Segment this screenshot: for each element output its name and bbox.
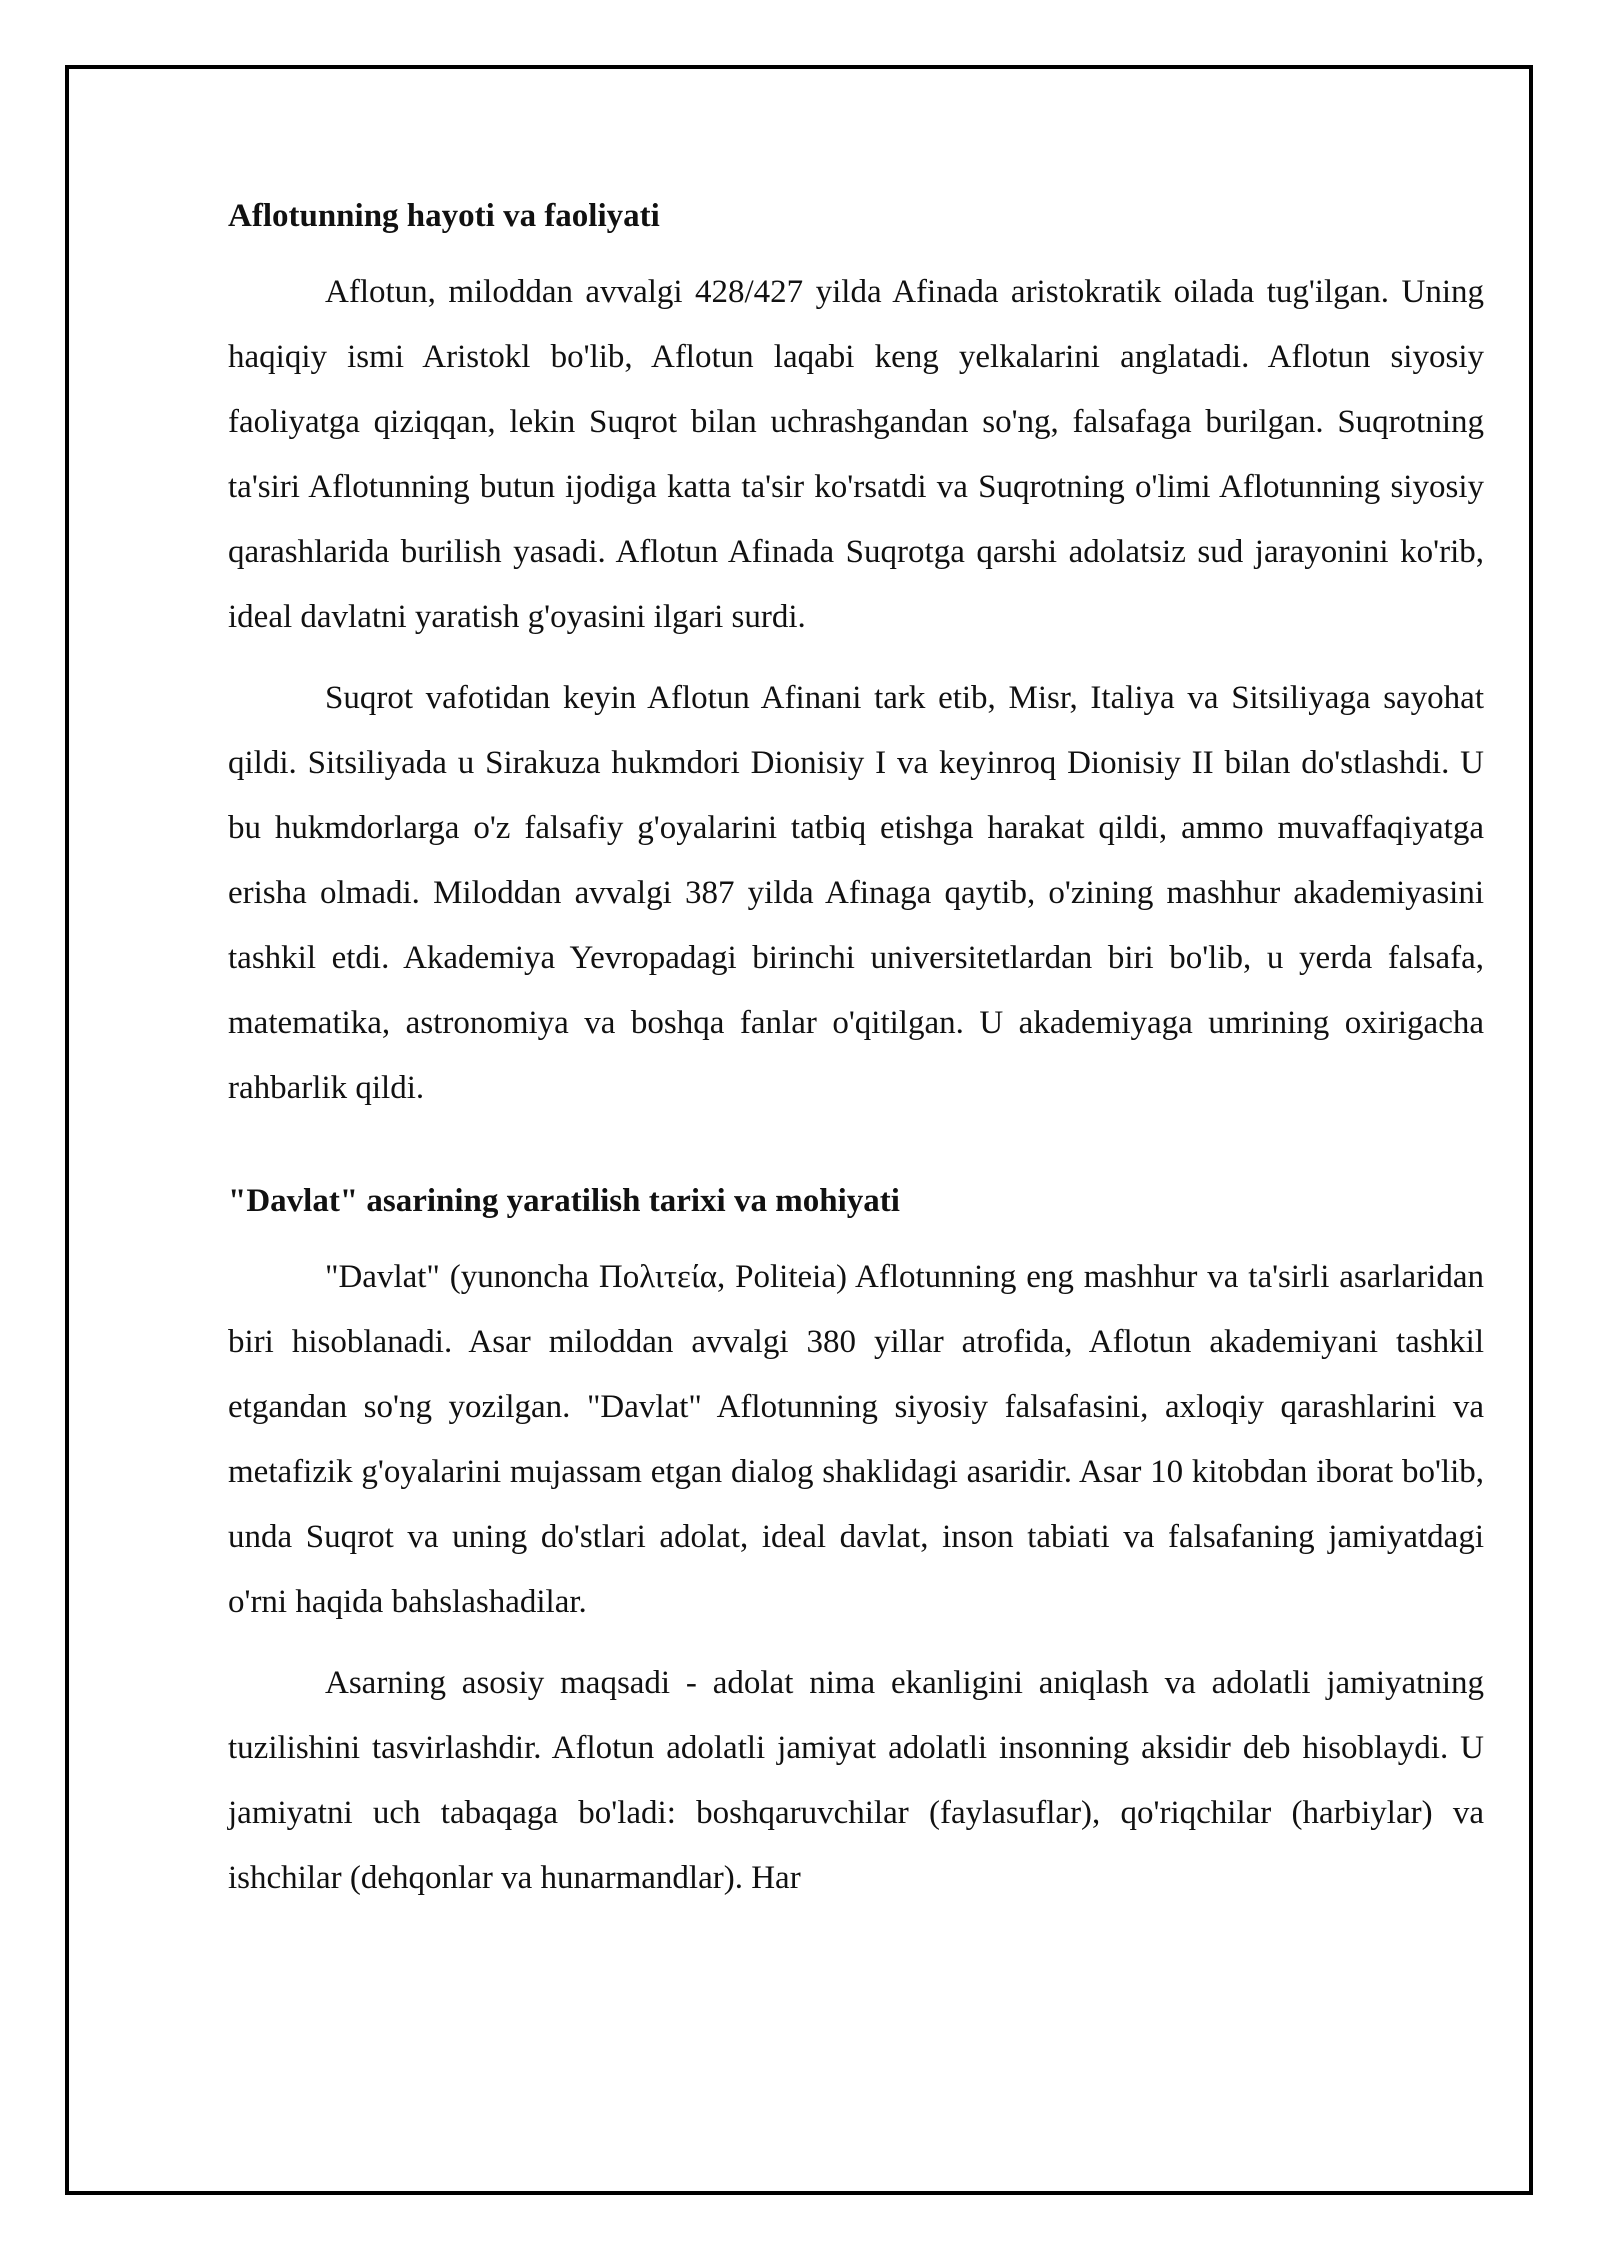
paragraph-republic-1: "Davlat" (yunoncha Πολιτεία, Politeia) Aflotunning eng mashhur va ta'sirli asarlaridan biri hisoblanadi. Asar miloddan avvalgi 380 yillar atrofida, Aflotun akademiyani tashkil etgandan so'ng yozilgan. "Davlat" Aflotunning siyosiy falsafasini, axloqiy qarashlarini va metafizik g'oyalarini mujassam etgan dialog shaklidagi asaridir. Asar 10 kitobdan iborat bo'lib, unda Suqrot va uning do'stlari adolat, ideal davlat, inson tabiati va falsafaning jamiyatdagi o'rni haqida bahslashadilar. [228, 1259, 1484, 1620]
paragraph-life-2: Suqrot vafotidan keyin Aflotun Afinani tark etib, Misr, Italiya va Sitsiliyaga sayohat qildi. Sitsiliyada u Sirakuza hukmdori Dionisiy I va keyinroq Dionisiy II bilan do'stlashdi. U bu hukmdorlarga o'z falsafiy g'oyalarini tatbiq etishga harakat qildi, ammo muvaffaqiyatga erisha olmadi. Miloddan avvalgi 387 yilda Afinaga qaytib, o'zining mashhur akademiyasini tashkil etdi. Akademiya Yevropadagi birinchi universitetlardan biri bo'lib, u yerda falsafa, matematika, astronomiya va boshqa fanlar o'qitilgan. U akademiyaga umrining oxirigacha rahbarlik qildi. [228, 680, 1484, 1106]
document-body [228, 196, 1484, 1927]
section-heading-republic: "Davlat" asarining yaratilish tarixi va mohiyati [228, 1183, 900, 1219]
paragraph-life-1: Aflotun, miloddan avvalgi 428/427 yilda Afinada aristokratik oilada tug'ilgan. Uning haqiqiy ismi Aristokl bo'lib, Aflotun laqabi keng yelkalarini anglatadi. Aflotun siyosiy faoliyatga qiziqqan, lekin Suqrot bilan uchrashgandan so'ng, falsafaga burilgan. Suqrotning ta'siri Aflotunning butun ijodiga katta ta'sir ko'rsatdi va Suqrotning o'limi Aflotunning siyosiy qarashlarida burilish yasadi. Aflotun Afinada Suqrotga qarshi adolatsiz sud jarayonini ko'rib, ideal davlatni yaratish g'oyasini ilgari surdi. [228, 274, 1484, 635]
section-heading-life: Aflotunning hayoti va faoliyati [228, 198, 660, 234]
paragraph-republic-2: Asarning asosiy maqsadi - adolat nima ekanligini aniqlash va adolatli jamiyatning tuzilishini tasvirlashdir. Aflotun adolatli jamiyat adolatli insonning aksidir deb hisoblaydi. U jamiyatni uch tabaqaga bo'ladi: boshqaruvchilar (faylasuflar), qo'riqchilar (harbiylar) va ishchilar (dehqonlar va hunarmandlar). Har [228, 1665, 1484, 1896]
